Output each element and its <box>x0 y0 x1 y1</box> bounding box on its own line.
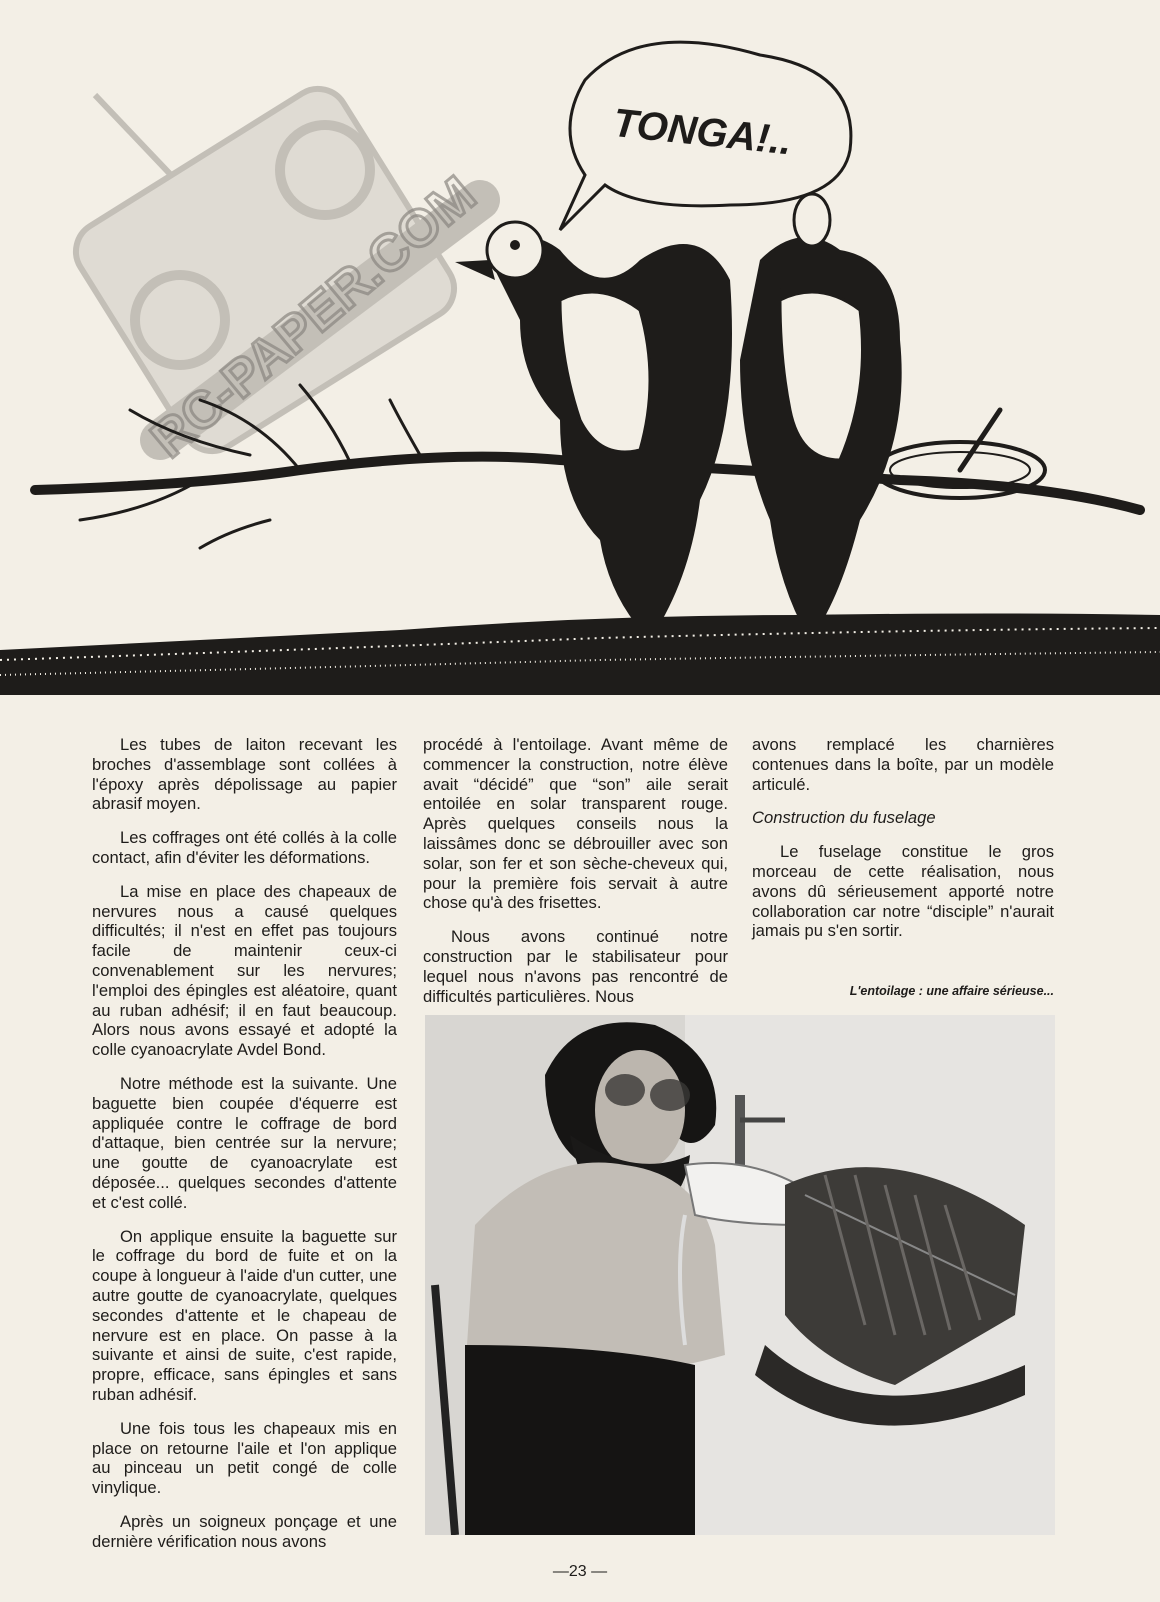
watermark-text: RC-PAPER.COM <box>140 165 487 470</box>
cartoon-illustration <box>0 0 1160 700</box>
paragraph: Les tubes de laiton recevant les broches d'assemblage sont collées à l'époxy après dépolissage au papier abrasif moyen. <box>92 735 397 814</box>
paragraph: Nous avons continué notre construction par le stabilisateur pour lequel nous n'avons pas rencontré de difficultés particulières. Nous <box>423 927 728 1006</box>
text-column-3 <box>752 735 1054 955</box>
section-subheading: Construction du fuselage <box>752 808 936 828</box>
text-column-2 <box>423 735 728 1020</box>
paragraph: Le fuselage constitue le gros morceau de cette réalisation, nous avons dû sérieusement apporté notre collaboration car notre “disciple” n'aurait jamais pu s'en sortir. <box>752 842 1054 941</box>
vulture-right <box>740 194 902 640</box>
paragraph: On applique ensuite la baguette sur le coffrage du bord de fuite et on la coupe à longueur à l'aide d'un cutter, une autre goutte de cyanoacrylate, quelques secondes d'attente et le chapeau de nervure est en place. On passe à la suivante et ainsi de suite, c'est rapide, propre, efficace, sans épingles et sans ruban adhésif. <box>92 1226 397 1404</box>
paragraph: Une fois tous les chapeaux mis en place on retourne l'aile et l'on applique au pinceau un petit congé de colle vinylique. <box>92 1418 397 1498</box>
paragraph: Les coffrages ont été collés à la colle contact, afin d'éviter les déformations. <box>92 828 397 867</box>
paragraph: Notre méthode est la suivante. Une baguette bien coupée d'équerre est appliquée contre le coffrage de bord d'attaque, bien centrée sur la nervure; une goutte de cyanoacrylate est déposée... quelques secondes d'attente et c'est collé. <box>92 1073 397 1212</box>
paragraph: procédé à l'entoilage. Avant même de commencer la construction, notre élève avait “décidé” que “son” aile serait entoilée en solar transparent rouge. Après quelques conseils nous la laissâmes donc se débrouiller avec son solar, son fer et son sèche-cheveux qui, pour la première fois servait à autre chose qu'à des frisettes. <box>423 735 728 913</box>
watermark-transmitter <box>65 78 480 463</box>
paragraph: avons remplacé les charnières contenues dans la boîte, par un modèle articulé. <box>752 735 1054 794</box>
photo-caption: L'entoilage : une affaire sérieuse... <box>849 984 1054 998</box>
grass-ground <box>0 614 1160 696</box>
photo-woman-covering-wing <box>425 1015 1055 1535</box>
page-number: —23 — <box>552 1563 608 1580</box>
vulture-left <box>455 222 732 640</box>
speech-bubble-text: TONGA!.. <box>611 100 794 164</box>
text-column-1 <box>92 735 397 1565</box>
paragraph: La mise en place des chapeaux de nervures nous a causé quelques difficultés; il n'est en effet pas toujours facile de maintenir ceux-ci convenablement sur les nervures; l'emploi des épingles est aléatoire, quant au ruban adhésif; il en faut beaucoup. Alors nous avons essayé et adopté la colle cyanoacrylate Avdel Bond. <box>92 881 397 1060</box>
paragraph: Après un soigneux ponçage et une dernière vérification nous avons <box>92 1511 397 1551</box>
